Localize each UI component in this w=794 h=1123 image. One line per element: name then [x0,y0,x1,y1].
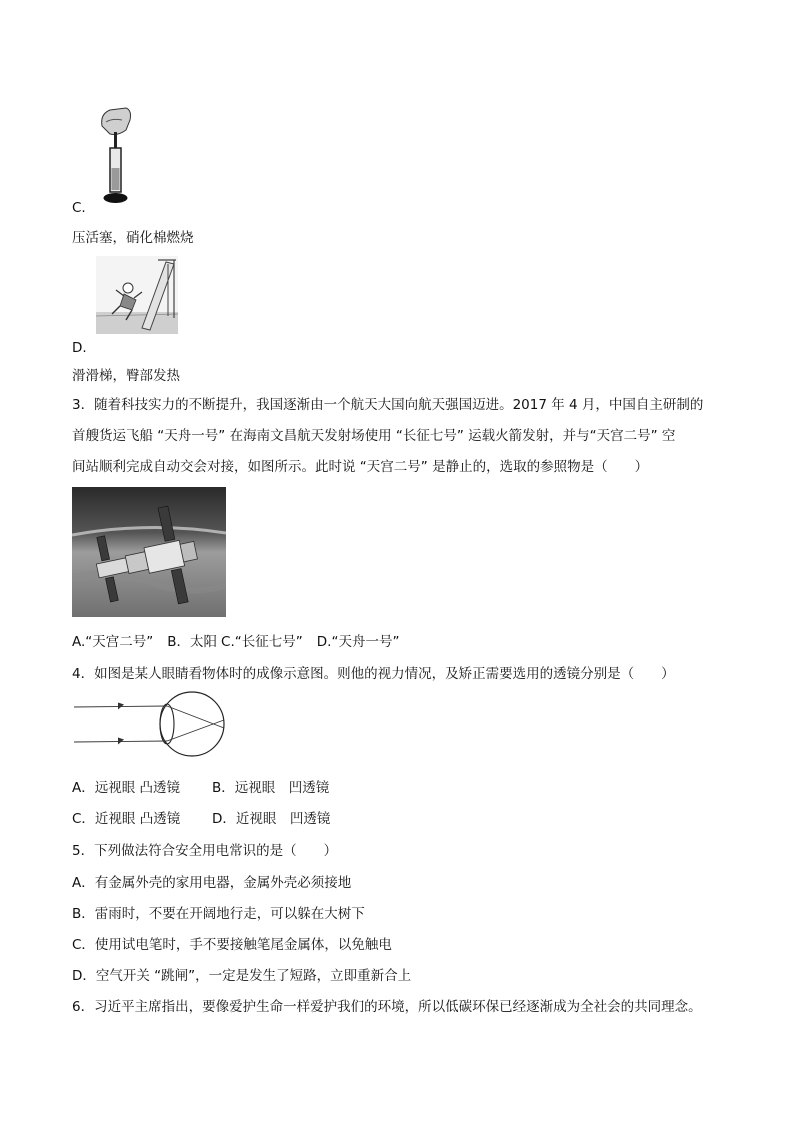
q3-line-2: 首艘货运飞船 “天舟一号” 在海南文昌航天发射场使用 “长征七号” 运载火箭发射，并与“天宫二号” 空 [72,428,676,444]
option-c-letter: C. [72,200,86,216]
q4-stem: 4．如图是某人眼睛看物体时的成像示意图。则他的视力情况，及矫正需要选用的透镜分别是（ ） [72,666,675,682]
q4-option-b[interactable]: B．远视眼 凹透镜 [212,780,330,796]
option-d-text: 滑滑梯，臀部发热 [72,368,180,384]
q5-option-a[interactable]: A．有金属外壳的家用电器，金属外壳必须接地 [72,875,352,891]
q3-line-3: 间站顺利完成自动交会对接，如图所示。此时说 “天宫二号” 是静止的，选取的参照物是（ ） [72,459,649,475]
q4-options-row-2 [72,810,330,828]
q6-stem: 6．习近平主席指出，要像爱护生命一样爱护我们的环境，所以低碳环保已经逐渐成为全社会的共同理念。 [72,999,702,1015]
space-station-figure [72,487,226,617]
q3-options [72,633,399,651]
q3-option-d[interactable]: D.“天舟一号” [316,634,400,650]
q5-option-b[interactable]: B．雷雨时，不要在开阔地行走，可以躲在大树下 [72,906,365,922]
q5-stem: 5．下列做法符合安全用电常识的是（ ） [72,843,338,859]
q3-option-a[interactable]: A.“天宫二号” [72,634,154,650]
piston-illustration [96,106,136,206]
q3-option-b[interactable]: B．太阳 [167,634,218,650]
option-c-text: 压活塞，硝化棉燃烧 [72,230,194,246]
space-station-photo [72,487,226,617]
q4-option-a[interactable]: A．远视眼 凸透镜 [72,780,181,796]
eye-diagram [74,690,234,762]
q4-options-row-1 [72,779,329,797]
q4-option-c[interactable]: C．近视眼 凸透镜 [72,811,181,827]
slide-illustration [96,256,178,334]
option-d-letter: D. [72,340,87,356]
q5-option-d[interactable]: D．空气开关 “跳闸”，一定是发生了短路，立即重新合上 [72,968,412,984]
eye-diagram-figure [74,690,234,762]
slide-figure [96,256,178,334]
q3-line-1: 3．随着科技实力的不断提升，我国逐渐由一个航天大国向航天强国迈进。2017 年 4 月，中国自主研制的 [72,397,704,413]
piston-figure [96,106,136,206]
q4-option-d[interactable]: D．近视眼 凹透镜 [212,811,331,827]
q3-option-c[interactable]: C.“长征七号” [221,634,303,650]
q5-option-c[interactable]: C．使用试电笔时，手不要接触笔尾金属体，以免触电 [72,937,392,953]
